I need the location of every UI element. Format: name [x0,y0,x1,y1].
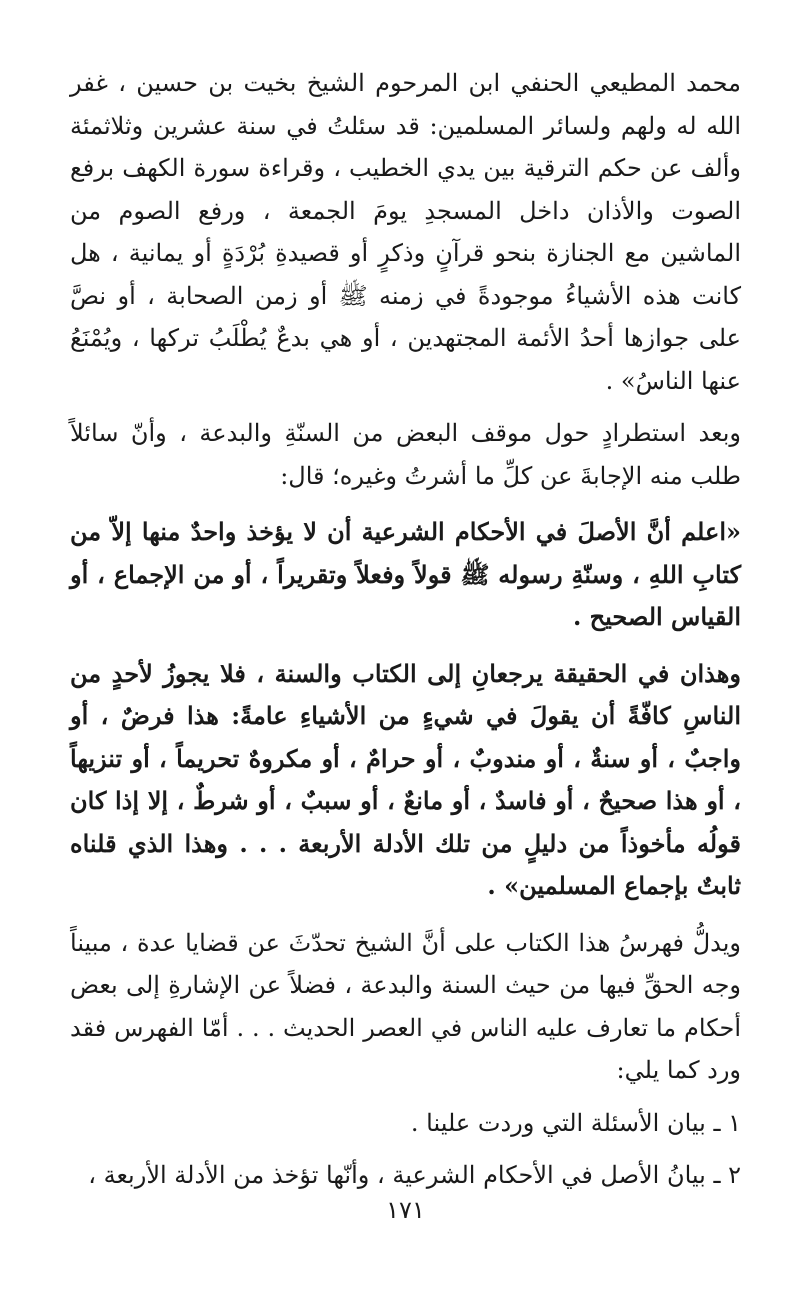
page-number: ١٧١ [386,1196,425,1224]
paragraph-quote-principle: «اعلم أنَّ الأصلَ في الأحكام الشرعية أن لا يؤخذ واحدٌ منها إلاّ من كتابِ اللهِ ، وسنّةِ رسوله ﷺ قولاً وفعلاً وتقريراً ، أو من الإجماع ، أو القياس الصحيح . [70,517,741,631]
index-list [70,1102,741,1197]
list-item: ١ ـ بيان الأسئلة التي وردت علينا . [410,1108,741,1137]
paragraph-transition: وبعد استطرادٍ حول موقف البعض من السنّةِ والبدعة ، وأنّ سائلاً طلب منه الإجابةَ عن كلِّ ما أشرتُ وغيره؛ قال: [70,419,741,490]
document-page [70,62,741,1297]
paragraph-quote-ruling: وهذان في الحقيقة يرجعانِ إلى الكتاب والسنة ، فلا يجوزُ لأحدٍ من الناسِ كافّةً أن يقولَ في شيءٍ من الأشياءِ عامةً: هذا فرضٌ ، أو واجبٌ ، أو سنةٌ ، أو مندوبٌ ، أو حرامٌ ، أو مكروهٌ تحريماً ، أو تنزيهاً ، أو هذا صحيحٌ ، أو فاسدٌ ، أو مانعٌ ، أو سببٌ ، أو شرطٌ ، إلا إذا كان قولُه مأخوذاً من دليلٍ من تلك الأدلة الأربعة . . . وهذا الذي قلناه ثابتٌ بإجماع المسلمين» . [70,658,742,900]
paragraph-index-intro: ويدلُّ فهرسُ هذا الكتاب على أنَّ الشيخ تحدّثَ عن قضايا عدة ، مبيناً وجه الحقِّ فيها من حيث السنة والبدعة ، فضلاً عن الإشارةِ إلى بعض أحكام ما تعارف عليه الناس في العصر الحديث . . . أمّا الفهرس فقد ورد كما يلي: [70,928,741,1084]
list-item: ٢ ـ بيانُ الأصل في الأحكام الشرعية ، وأنّها تؤخذ من الأدلة الأربعة ، [88,1161,741,1189]
paragraph-fatwa-question: محمد المطيعي الحنفي ابن المرحوم الشيخ بخيت بن حسين ، غفر الله له ولهم ولسائر المسلمين: قد سئلتُ في سنة عشرين وثلاثمئة وألف عن حكم الترقية بين يدي الخطيب ، وقراءة سورة الكهف برفع الصوت والأذان داخل المسجدِ يومَ الجمعة ، ورفع الصوم من الماشين مع الجنازة بنحو قرآنٍ وذكرٍ أو قصيدةِ بُرْدَةٍ أو يمانية ، هل كانت هذه الأشياءُ موجودةً في زمنه ﷺ أو زمن الصحابة ، أو نصَّ على جوازها أحدُ الأئمة المجتهدين ، أو هي بدعٌ يُطْلَبُ تركها ، ويُمْنَعُ عنها الناسُ» . [70,69,741,395]
